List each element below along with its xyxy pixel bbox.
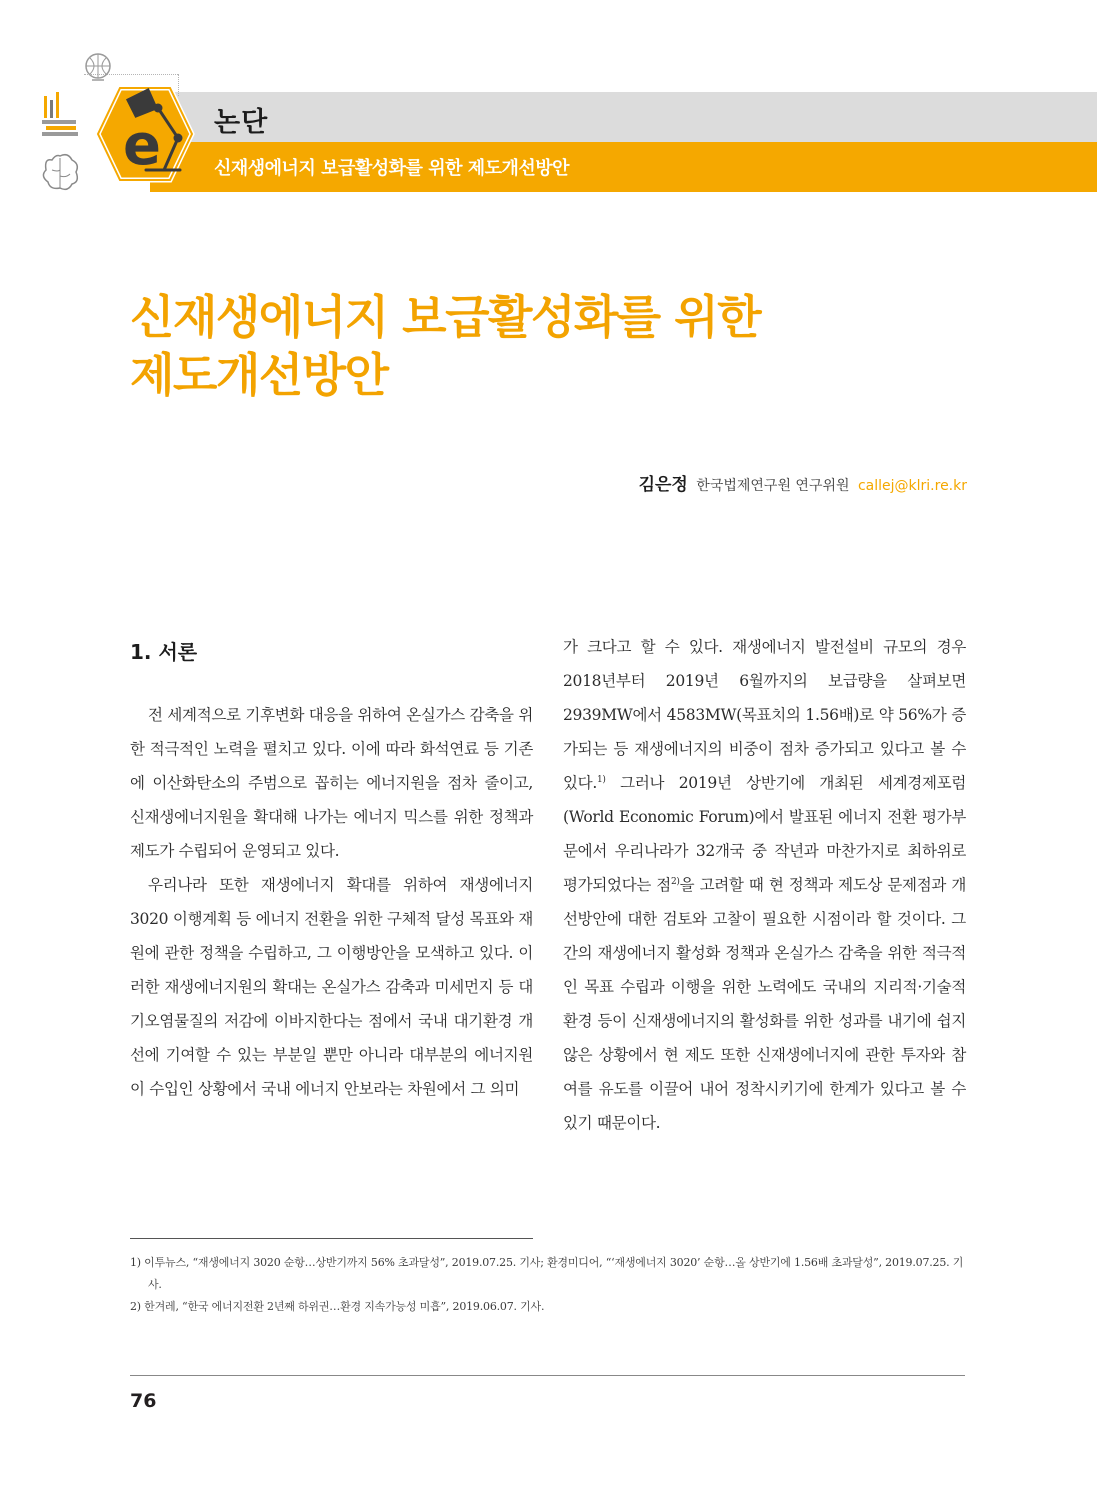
body-paragraph: 우리나라 또한 재생에너지 확대를 위하여 재생에너지 3020 이행계획 등 에너지 전환을 위한 구체적 달성 목표와 재원에 관한 정책을 수립하고, 그 이행방안을 모색하고 있다. 이러한 재생에너지원의 확대는 온실가스 감축과 미세먼지 등 대기오염물질의 저감에 이바지한다는 점에서 국내 대기환경 개선에 기여할 수 있는 부분일 뿐만 아니라 대부분의 에너지원이 수입인 상황에서 국내 에너지 안보라는 차원에서 그 의미 bbox=[130, 876, 533, 1098]
globe-icon bbox=[86, 54, 110, 80]
author-affiliation: 한국법제연구원 연구위원 bbox=[696, 478, 850, 494]
badge-letter: e bbox=[123, 113, 161, 178]
body-text: 가 크다고 할 수 있다. 재생에너지 발전설비 규모의 경우 2018년부터 2019년 6월까지의 보급량을 살펴보면 2939MW에서 4583MW(목표치의 1.56배)로 약 56%가 증가되는 등 재생에너지의 비중이 점차 증가되고 있다고 볼 수 있다. bbox=[563, 638, 966, 792]
header-band-gray bbox=[150, 92, 1097, 142]
footnotes bbox=[130, 1252, 970, 1318]
footnote-divider bbox=[130, 1238, 533, 1239]
page-number: 76 bbox=[130, 1390, 157, 1412]
section-subtitle: 신재생에너지 보급활성화를 위한 제도개선방안 bbox=[214, 158, 570, 179]
body-text: 그러나 2019년 상반기에 개최된 세계경제포럼(World Economic Forum)에서 발표된 에너지 전환 평가부문에서 우리나라가 32개국 중 작년과 마찬가지로 최하위로 평가되었다는 점 bbox=[563, 774, 966, 894]
section-badge-icon bbox=[30, 30, 200, 200]
footnote-ref-1[interactable]: 1) bbox=[596, 774, 606, 785]
author-name: 김은정 bbox=[638, 475, 688, 495]
books-icon bbox=[42, 92, 78, 136]
section-heading: 1. 서론 bbox=[130, 640, 198, 664]
body-paragraph bbox=[563, 630, 966, 1140]
author-byline bbox=[639, 470, 967, 495]
page-footer-divider bbox=[130, 1375, 965, 1376]
footnote-item: 2) 한겨레, “한국 에너지전환 2년째 하위권…환경 지속가능성 미흡”, 2019.06.07. 기사. bbox=[130, 1300, 545, 1313]
article-title-line-2: 제도개선방안 bbox=[130, 348, 388, 402]
author-email[interactable]: callej@klri.re.kr bbox=[857, 478, 967, 494]
footnote-ref-2[interactable]: 2) bbox=[671, 876, 680, 887]
body-column-left bbox=[130, 698, 533, 1106]
article-title-line-1: 신재생에너지 보급활성화를 위한 bbox=[130, 290, 761, 344]
body-column-right bbox=[563, 630, 966, 1140]
section-label: 논단 bbox=[214, 107, 269, 138]
article-title bbox=[130, 288, 760, 404]
body-text: 을 고려할 때 현 정책과 제도상 문제점과 개선방안에 대한 검토와 고찰이 필요한 시점이라 할 것이다. 그간의 재생에너지 활성화 정책과 온실가스 감축을 위한 적극적인 목표 수립과 이행을 위한 노력에도 국내의 지리적·기술적 환경 등이 신재생에너지의 활성화를 위한 성과를 내기에 쉽지 않은 상황에서 현 제도 또한 신재생에너지에 관한 투자와 참여를 유도를 이끌어 내어 정착시키기에 한계가 있다고 볼 수 있기 때문이다. bbox=[563, 876, 966, 1132]
brain-icon bbox=[43, 155, 77, 190]
footnote-item: 1) 이투뉴스, “재생에너지 3020 순항…상반기까지 56% 초과달성”, 2019.07.25. 기사; 환경미디어, “‘재생에너지 3020’ 순항…올 상반기에 1.56배 초과달성”, 2019.07.25. 기사. bbox=[130, 1256, 964, 1291]
body-paragraph: 전 세계적으로 기후변화 대응을 위하여 온실가스 감축을 위한 적극적인 노력을 펼치고 있다. 이에 따라 화석연료 등 기존에 이산화탄소의 주범으로 꼽히는 에너지원을 점차 줄이고, 신재생에너지원을 확대해 나가는 에너지 믹스를 위한 정책과 제도가 수립되어 운영되고 있다. bbox=[130, 706, 533, 860]
